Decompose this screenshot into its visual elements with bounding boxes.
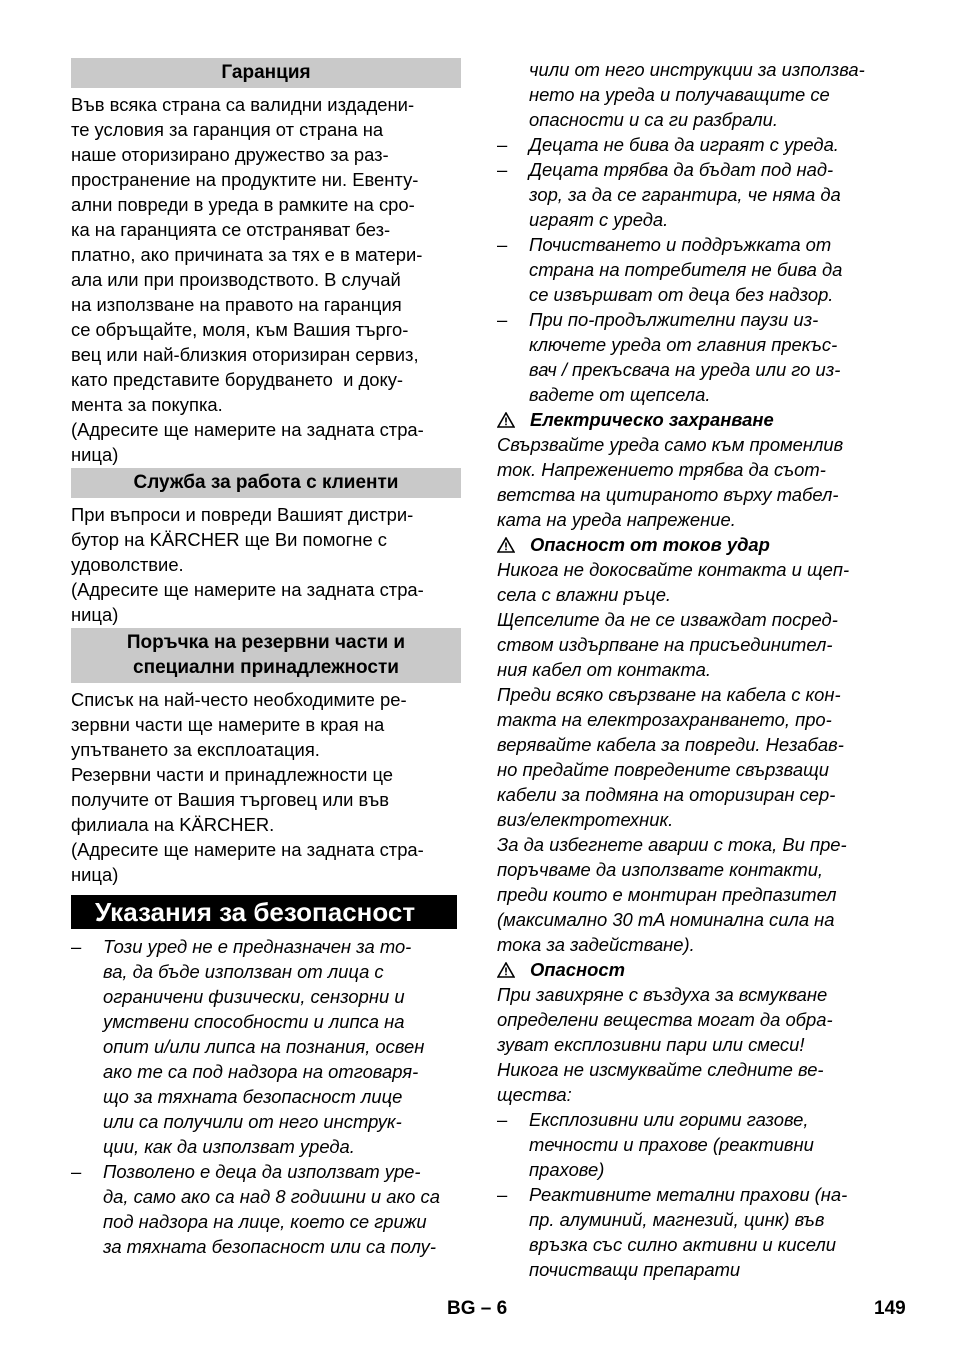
section-heading-spare-parts — [71, 628, 461, 683]
text-line: ством издърпване на присъединител- — [497, 634, 833, 655]
text-line: Никога не докосвайте контакта и щеп- — [497, 559, 850, 580]
text-line: да, само ако са над 8 годишни и ако са — [103, 1186, 440, 1207]
text-line: поръчваме да използвате контакти, — [497, 859, 824, 880]
text-line: ва, да бъде използван от лица с — [103, 961, 384, 982]
warning-triangle-icon — [497, 962, 515, 978]
list-item — [497, 1107, 897, 1182]
text-line: играят с уреда. — [529, 209, 669, 230]
heading-text: Служба за работа с клиенти — [133, 472, 399, 493]
text-line: вадете от щепсела. — [529, 384, 711, 405]
dash-bullet: – — [71, 1161, 82, 1182]
text-line: платно, ако причината за тях е в матери- — [71, 244, 423, 265]
text-line: Този уред не е предназначен за то- — [103, 936, 412, 957]
text-line: връзка със силно активни и кисели — [529, 1234, 836, 1255]
text-line: под надзора на лице, което се грижи — [103, 1211, 427, 1232]
text-line: вец или най-близкия оторизиран сервиз, — [71, 344, 419, 365]
service-text — [71, 502, 461, 627]
dash-bullet: – — [497, 1184, 508, 1205]
text-line: зервни части ще намерите в края на — [71, 714, 385, 735]
text-line: зор, за да се гарантира, че няма да — [529, 184, 841, 205]
text-line: ката на уреда напрежение. — [497, 509, 736, 530]
right-column — [497, 57, 897, 1282]
text-line: При по-продължителни паузи из- — [529, 309, 819, 330]
text-line: Почистването и поддръжката от — [529, 234, 832, 255]
text-line: нето на уреда и получаващите се — [529, 84, 830, 105]
list-item — [71, 1159, 461, 1259]
dash-bullet: – — [71, 936, 82, 957]
text-line: ток. Напрежението трябва да съот- — [497, 459, 826, 480]
warning-title: Опасност — [530, 959, 625, 980]
section-heading-safety: Указания за безопасност — [71, 895, 457, 929]
text-line: почистващи препарати — [529, 1259, 741, 1280]
text-line: ограничени физически, сензорни и — [103, 986, 405, 1007]
safety-list — [71, 934, 461, 1259]
warning-heading-shock — [497, 532, 897, 557]
section-heading-guarantee — [71, 58, 461, 88]
text-line: ални повреди в уреда в рамките на сро- — [71, 194, 415, 215]
list-item — [497, 1182, 897, 1282]
text-line: вач / прекъсвача на уреда или го из- — [529, 359, 841, 380]
list-item — [497, 132, 897, 157]
page-label: BG – 6 — [447, 1298, 508, 1319]
text-line: чили от него инструкции за използва- — [529, 59, 865, 80]
list-item — [497, 232, 897, 307]
warning-triangle-icon — [497, 412, 515, 428]
text-line: мента за покупка. — [71, 394, 223, 415]
text-line: ница) — [71, 444, 119, 465]
text-line: но предайте повредените свързващи — [497, 759, 829, 780]
text-line: за тяхната безопасност или са полу- — [103, 1236, 436, 1257]
text-line: Децата не бива да играят с уреда. — [529, 134, 839, 155]
text-line: получите от Вашия търговец или във — [71, 789, 389, 810]
heading-text: Поръчка на резервни части и — [126, 632, 406, 653]
text-line: ница) — [71, 604, 119, 625]
text-line: ала или при производството. В случай — [71, 269, 401, 290]
text-line: Позволено е деца да използват уре- — [103, 1161, 421, 1182]
text-line: Преди всяко свързване на кабела с кон- — [497, 684, 841, 705]
text-line: Децата трябва да бъдат под над- — [529, 159, 834, 180]
text-line: умствени способности и липса на — [103, 1011, 405, 1032]
heading-text: специални принадлежности — [133, 657, 399, 678]
text-line: удоволствие. — [71, 554, 184, 575]
text-line: За да избегнете аварии с тока, Ви пре- — [497, 834, 847, 855]
text-line: Реактивните метални прахови (на- — [529, 1184, 848, 1205]
text-line: (Адресите ще намерите на задната стра- — [71, 419, 424, 440]
text-line: такта на електрозахранването, про- — [497, 709, 832, 730]
text-line: кабели за подмяна на оторизиран сер- — [497, 784, 836, 805]
page-number: 149 — [874, 1298, 906, 1319]
text-line: При завихряне с въздуха за всмукване — [497, 984, 828, 1005]
warning-triangle-icon — [497, 537, 515, 553]
text-line: се извършват от деца без надзор. — [529, 284, 834, 305]
text-line: филиала на KÄRCHER. — [71, 814, 275, 835]
text-line: се обръщайте, моля, към Вашия търго- — [71, 319, 409, 340]
text-line: прахове) — [529, 1159, 605, 1180]
text-line: те условия за гаранция от страна на — [71, 119, 384, 140]
text-line: бутор на KÄRCHER ще Ви помогне с — [71, 529, 387, 550]
text-line: При въпроси и повреди Вашият дистри- — [71, 504, 414, 525]
text-line: зуват експлозивни пари или смеси! — [497, 1034, 805, 1055]
text-line: (Адресите ще намерите на задната стра- — [71, 579, 424, 600]
left-column — [71, 57, 461, 1259]
text-line: тока за задействане). — [497, 934, 695, 955]
text-line: наше оторизирано дружество за раз- — [71, 144, 389, 165]
text-line: опасности и са ги разбрали. — [529, 109, 778, 130]
text-line: упътването за експлоатация. — [71, 739, 320, 760]
list-item — [497, 157, 897, 232]
text-line: на използване на правото на гаранция — [71, 294, 402, 315]
dash-bullet: – — [497, 134, 508, 155]
section-heading-customer-service — [71, 468, 461, 498]
text-line: (максимално 30 mA номинална сила на — [497, 909, 835, 930]
text-line: Експлозивни или горими газове, — [529, 1109, 809, 1130]
text-line: ции, как да използват уреда. — [103, 1136, 355, 1157]
heading-text: Гаранция — [221, 62, 311, 83]
list-item — [497, 307, 897, 407]
text-line: села с влажни ръце. — [497, 584, 672, 605]
text-line: щества: — [497, 1084, 572, 1105]
parts-text — [71, 687, 461, 887]
dash-bullet: – — [497, 159, 508, 180]
text-line: Свързвайте уреда само към променлив — [497, 434, 844, 455]
text-line: като представите борудването и доку- — [71, 369, 404, 390]
text-line: пр. алуминий, магнезий, цинк) във — [529, 1209, 825, 1230]
text-line: преди които е монтиран предпазител — [497, 884, 837, 905]
text-line: определени вещества могат да обра- — [497, 1009, 833, 1030]
text-line: пространение на продуктите ни. Евенту- — [71, 169, 419, 190]
text-line: Никога не изсмуквайте следните ве- — [497, 1059, 824, 1080]
text-line: ако те са под надзора на отговаря- — [103, 1061, 419, 1082]
text-line: ка на гаранцията се отстраняват без- — [71, 219, 391, 240]
text-line: Списък на най-често необходимите ре- — [71, 689, 407, 710]
text-line: (Адресите ще намерите на задната стра- — [71, 839, 424, 860]
text-line: или са получили от него инструк- — [103, 1111, 402, 1132]
text-line: ния кабел от контакта. — [497, 659, 712, 680]
text-line: ключете уреда от главния прекъс- — [529, 334, 838, 355]
guarantee-text — [71, 92, 461, 467]
dash-bullet: – — [497, 234, 508, 255]
text-line: верявайте кабела за повреди. Незабав- — [497, 734, 844, 755]
text-line: виз/електротехник. — [497, 809, 674, 830]
dash-bullet: – — [497, 309, 508, 330]
text-line: течности и прахове (реактивни — [529, 1134, 814, 1155]
warning-heading-power — [497, 407, 897, 432]
text-line: ветства на цитираното върху табел- — [497, 484, 839, 505]
text-line: ница) — [71, 864, 119, 885]
dash-bullet: – — [497, 1109, 508, 1130]
list-item — [71, 934, 461, 1159]
list-item-continued — [497, 57, 897, 132]
text-line: Щепселите да не се изваждат посред- — [497, 609, 838, 630]
text-line: що за тяхната безопасност лице — [103, 1086, 403, 1107]
warning-title: Електрическо захранване — [530, 409, 774, 430]
warning-heading-danger — [497, 957, 897, 982]
text-line: опит и/или липса на познания, освен — [103, 1036, 425, 1057]
warning-title: Опасност от токов удар — [530, 534, 770, 555]
text-line: Във всяка страна са валидни издадени- — [71, 94, 415, 115]
text-line: Резервни части и принадлежности це — [71, 764, 394, 785]
text-line: страна на потребителя не бива да — [529, 259, 843, 280]
